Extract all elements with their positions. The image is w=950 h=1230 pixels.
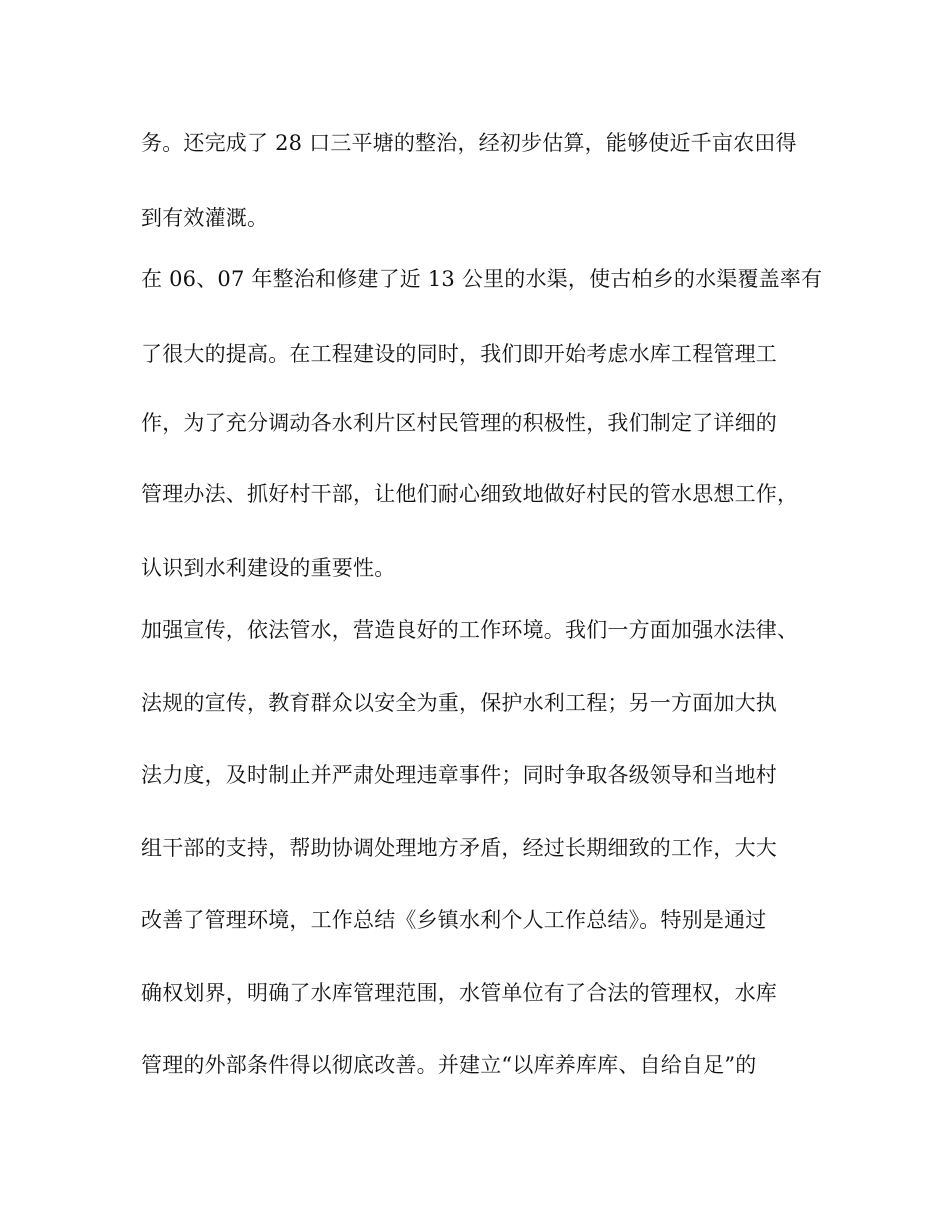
text-line: 法规的宣传，教育群众以安全为重，保护水利工程；另一方面加大执 bbox=[141, 691, 777, 715]
text-line: 改善了管理环境，工作总结《乡镇水利个人工作总结》。特别是通过 bbox=[141, 908, 767, 932]
text-line: 了很大的提高。在工程建设的同时，我们即开始考虑水库工程管理工 bbox=[141, 342, 777, 366]
text-line: 管理办法、抓好村干部，让他们耐心细致地做好村民的管水思想工作， bbox=[141, 482, 799, 506]
text-line: 在 06、07 年整治和修建了近 13 公里的水渠，使古柏乡的水渠覆盖率有 bbox=[141, 267, 823, 291]
text-line: 法力度，及时制止并严肃处理违章事件；同时争取各级领导和当地村 bbox=[141, 763, 777, 787]
text-line: 务。还完成了 28 口三平塘的整治，经初步估算，能够使近千亩农田得 bbox=[141, 131, 797, 155]
text-line: 到有效灌溉。 bbox=[141, 206, 269, 230]
text-line: 加强宣传，依法管水，营造良好的工作环境。我们一方面加强水法律、 bbox=[141, 618, 799, 642]
text-line: 确权划界，明确了水库管理范围，水管单位有了合法的管理权，水库 bbox=[141, 981, 777, 1005]
text-line: 管理的外部条件得以彻底改善。并建立“以库养库库、自给自足”的 bbox=[141, 1053, 757, 1077]
text-line: 作，为了充分调动各水利片区村民管理的积极性，我们制定了详细的 bbox=[141, 411, 777, 435]
text-line: 认识到水利建设的重要性。 bbox=[141, 556, 396, 580]
text-line: 组干部的支持，帮助协调处理地方矛盾，经过长期细致的工作，大大 bbox=[141, 836, 777, 860]
